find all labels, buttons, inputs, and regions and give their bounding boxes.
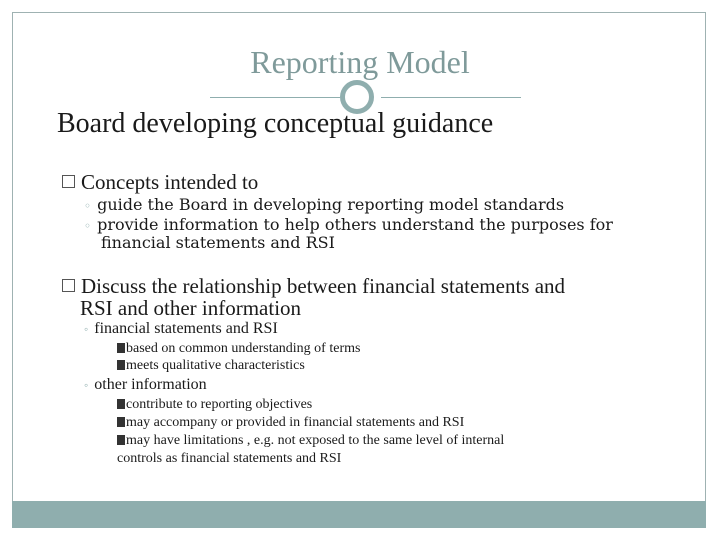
square-bullet-icon <box>117 435 125 445</box>
checkbox-bullet-icon <box>62 175 75 188</box>
sub-sub-item <box>117 340 360 357</box>
bullet-concepts <box>62 171 258 194</box>
square-bullet-icon <box>117 399 125 409</box>
ring-bullet-icon: ◦ <box>84 219 92 233</box>
sub-item-other-info <box>84 376 207 394</box>
ring-bullet-icon: ◦ <box>84 199 92 213</box>
sub-item-text: provide information to help others understand the purposes for <box>97 215 613 234</box>
sub-sub-item-text: meets qualitative characteristics <box>126 358 305 373</box>
bullet-discuss-cont: RSI and other information <box>80 296 302 320</box>
sub-sub-item-text: based on common understanding of terms <box>126 341 361 356</box>
sub-item-text: financial statements and RSI <box>94 320 278 337</box>
sub-sub-item-cont: controls as financial statements and RSI <box>117 451 342 466</box>
square-bullet-icon <box>117 417 125 427</box>
sub-item-text: other information <box>94 376 207 393</box>
slide-title: Reporting Model <box>250 44 470 80</box>
sub-sub-item <box>117 357 305 374</box>
sub-sub-item <box>117 414 464 431</box>
ring-bullet-icon: ◦ <box>84 378 89 392</box>
footer-bar <box>12 501 706 528</box>
checkbox-bullet-icon <box>62 279 75 292</box>
sub-item-fs-rsi <box>84 320 278 338</box>
sub-item-text: guide the Board in developing reporting model standards <box>97 195 565 214</box>
bullet-discuss <box>62 275 565 298</box>
sub-sub-item <box>117 396 312 413</box>
ring-bullet-icon: ◦ <box>84 322 89 336</box>
sub-sub-item <box>117 432 504 449</box>
sub-item-guide <box>84 196 564 215</box>
square-bullet-icon <box>117 343 125 353</box>
slide-subtitle: Board developing conceptual guidance <box>57 108 494 139</box>
sub-sub-item-text: contribute to reporting objectives <box>126 397 313 412</box>
sub-sub-item-text: may accompany or provided in financial statements and RSI <box>126 415 465 430</box>
title-rule-right <box>381 97 521 98</box>
bullet-text: Discuss the relationship between financial statements and <box>81 274 566 298</box>
square-bullet-icon <box>117 360 125 370</box>
title-rule-left <box>210 97 340 98</box>
sub-item-provide-cont: financial statements and RSI <box>101 233 335 252</box>
bullet-text: Concepts intended to <box>81 170 259 194</box>
sub-sub-item-text: may have limitations , e.g. not exposed to the same level of internal <box>126 433 505 448</box>
